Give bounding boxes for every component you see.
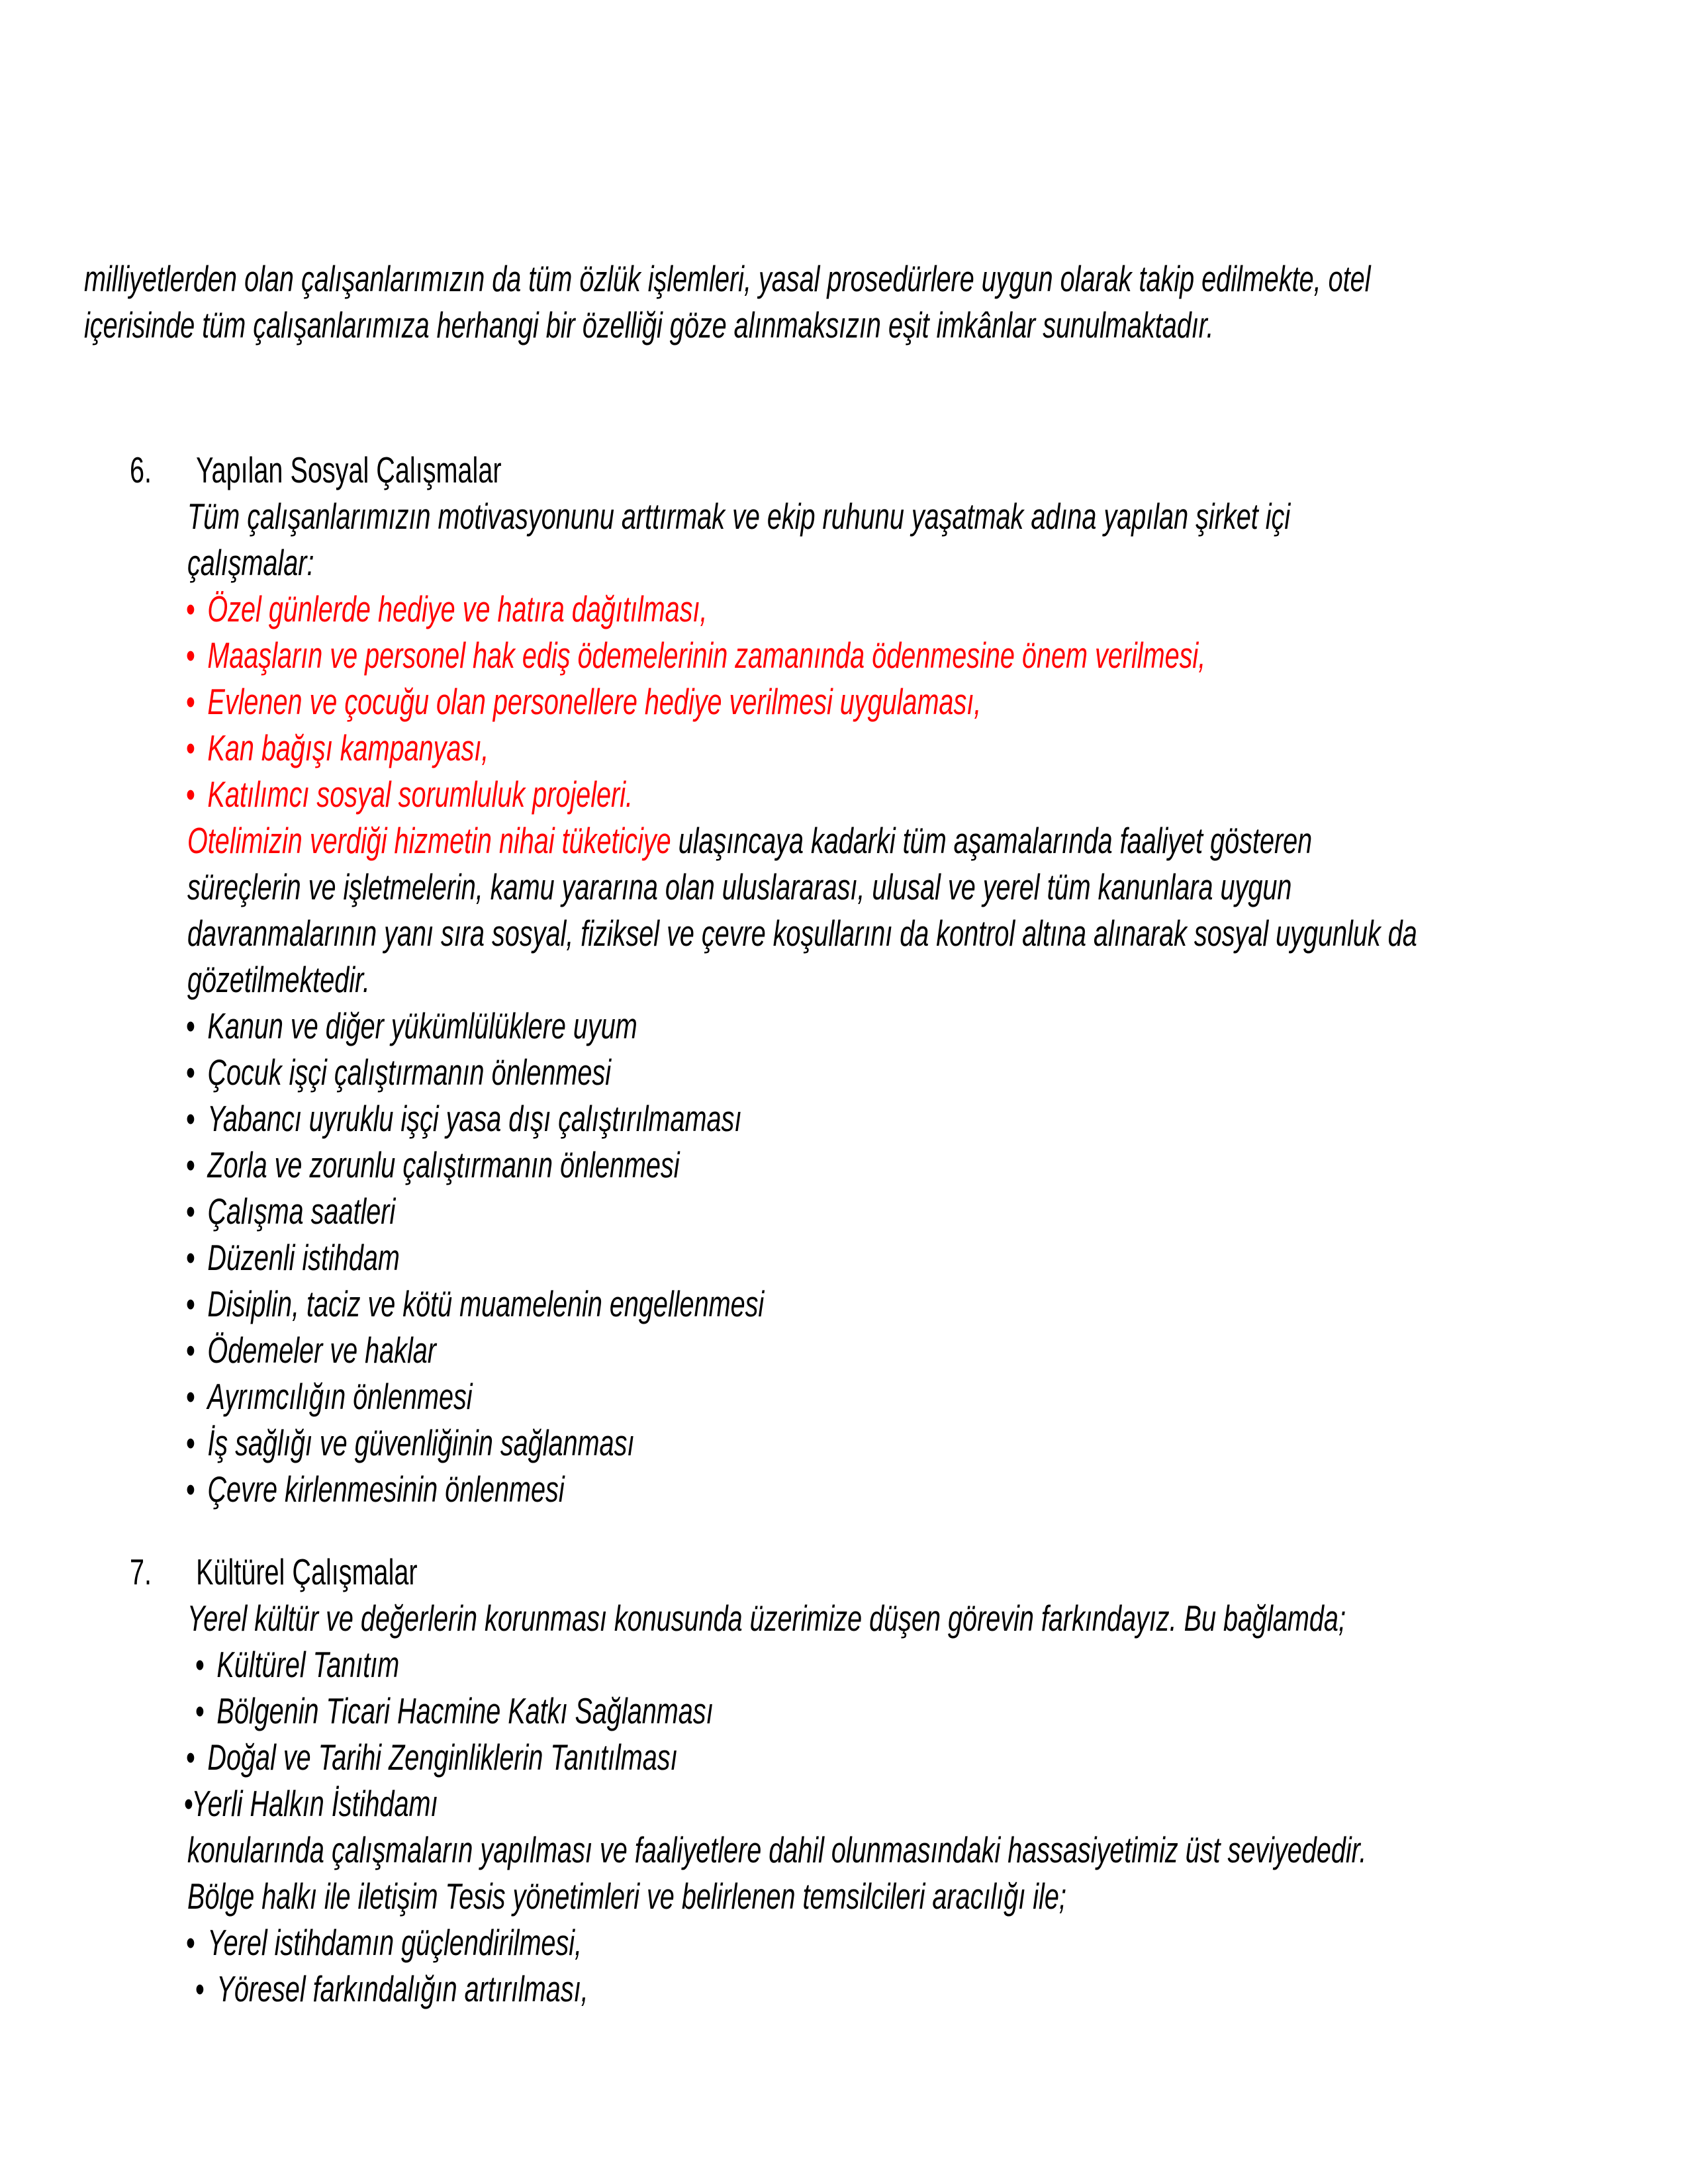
black-bullet-text [186, 1188, 395, 1234]
continuation-text: Bölge halkı ile iletişim Tesis yönetimleri ve belirlenen temsilcileri aracılığı ile; [187, 1876, 1066, 1917]
bullet-icon: • [186, 1422, 195, 1463]
compliance-paragraph-line [0, 910, 1688, 956]
black-bullet-item [0, 1003, 1688, 1049]
bullet-icon: • [195, 1690, 205, 1731]
bullet-label: Düzenli istihdam [207, 1237, 400, 1278]
intro-line-text: içerisinde tüm çalışanlarımıza herhangi bir özelliği göze alınmaksızın eşit imkânlar sunulmaktadır. [84, 304, 1214, 345]
bullet-label: Ödemeler ve haklar [207, 1330, 436, 1371]
local-bullet-text [186, 1919, 582, 1966]
bullet-icon: • [195, 1644, 205, 1685]
section-6-title: Yapılan Sosyal Çalışmalar [196, 449, 502, 490]
red-bullet-item [0, 771, 1688, 817]
red-bullet-text [186, 586, 707, 632]
bullet-icon: • [186, 1098, 195, 1139]
compliance-line-text [187, 817, 1312, 864]
section-7-lead-line [0, 1595, 1688, 1641]
black-bullet-item [0, 1188, 1688, 1234]
bullet-label: Disiplin, taciz ve kötü muamelenin engellenmesi [207, 1283, 765, 1324]
bullet-label: Maaşların ve personel hak ediş ödemelerinin zamanında ödenmesine önem verilmesi, [207, 635, 1206, 676]
bullet-label: Çalışma saatleri [207, 1191, 396, 1232]
lead-text: Tüm çalışanlarımızın motivasyonunu arttırmak ve ekip ruhunu yaşatmak adına yapılan şirket içi [187, 496, 1291, 537]
bullet-icon: • [186, 1330, 195, 1371]
lead-text: Yerel kültür ve değerlerin korunması konusunda üzerimize düşen görevin farkındayız. Bu bağlamda; [187, 1598, 1346, 1639]
compliance-paragraph-line [0, 956, 1688, 1003]
section-6-number: 6. [130, 449, 152, 490]
bullet-label: Evlenen ve çocuğu olan personellere hediye verilmesi uygulaması, [207, 681, 982, 722]
bullet-icon: • [186, 1376, 195, 1417]
culture-bullet-text [184, 1780, 438, 1827]
black-bullet-item [0, 1281, 1688, 1327]
red-bullet-item [0, 586, 1688, 632]
bullet-label: Kanun ve diğer yükümlülüklere uyum [207, 1005, 637, 1046]
local-bullet-item [0, 1966, 1688, 2012]
bullet-label: Ayrımcılığın önlenmesi [207, 1376, 473, 1417]
bullet-icon: • [186, 635, 195, 676]
section-7-heading [0, 1549, 1688, 1595]
bullet-icon: • [186, 774, 195, 815]
bullet-label: Bölgenin Ticari Hacmine Katkı Sağlanması [216, 1690, 714, 1731]
section-6-lead-line [0, 493, 1688, 539]
section-7-heading-text [130, 1549, 418, 1595]
bullet-icon: • [186, 1052, 195, 1093]
section-7-continuation-line [0, 1827, 1688, 1873]
local-bullet-text [195, 1966, 588, 2012]
red-bullet-text [186, 771, 633, 817]
intro-line-text: milliyetlerden olan çalışanlarımızın da tüm özlük işlemleri, yasal prosedürlere uygun olarak takip edilmekte, otel [84, 258, 1371, 299]
red-bullet-text [186, 725, 489, 771]
compliance-line-text: gözetilmektedir. [187, 959, 370, 1000]
culture-bullet-item [0, 1734, 1688, 1780]
section-6-heading [0, 447, 1688, 493]
bullet-label: Doğal ve Tarihi Zenginliklerin Tanıtılması [207, 1737, 678, 1778]
black-bullet-item [0, 1142, 1688, 1188]
culture-bullet-text [195, 1688, 714, 1734]
section-7-continuation-line [0, 1873, 1688, 1919]
black-bullet-text [186, 1049, 611, 1095]
red-bullet-item [0, 678, 1688, 725]
section-6 [0, 447, 1688, 1512]
black-bullet-text [186, 1003, 637, 1049]
culture-bullet-text [186, 1734, 678, 1780]
compliance-red-lead: Otelimizin verdiği hizmetin nihai tüketiciye [187, 820, 671, 861]
intro-paragraph [0, 255, 1688, 348]
intro-line [0, 302, 1688, 348]
compliance-rest: ulaşıncaya kadarki tüm aşamalarında faaliyet gösteren [671, 820, 1313, 861]
bullet-label: Katılımcı sosyal sorumluluk projeleri. [207, 774, 633, 815]
black-bullet-item [0, 1049, 1688, 1095]
continuation-text: konularında çalışmaların yapılması ve faaliyetlere dahil olunmasındaki hassasiyetimiz üst seviyededir. [187, 1829, 1367, 1870]
local-bullet-item [0, 1919, 1688, 1966]
section-6-lead-line [0, 539, 1688, 586]
red-bullet-text [186, 678, 981, 725]
bullet-label: Yöresel farkındalığın artırılması, [216, 1968, 588, 2009]
bullet-label: Yerel istihdamın güçlendirilmesi, [207, 1922, 583, 1963]
culture-bullet-item [0, 1688, 1688, 1734]
compliance-paragraph-line [0, 864, 1688, 910]
compliance-line-text: süreçlerin ve işletmelerin, kamu yararına olan uluslararası, ulusal ve yerel tüm kanunlara uygun [187, 866, 1292, 907]
black-bullet-text [186, 1373, 473, 1420]
black-bullet-text [186, 1234, 400, 1281]
bullet-icon: • [186, 1144, 195, 1185]
black-bullet-item [0, 1420, 1688, 1466]
bullet-label: Yabancı uyruklu işçi yasa dışı çalıştırılmaması [207, 1098, 742, 1139]
bullet-icon: • [184, 1783, 193, 1824]
bullet-label: İş sağlığı ve güvenliğinin sağlanması [207, 1422, 635, 1463]
bullet-icon: • [186, 727, 195, 768]
bullet-label: Yerli Halkın İstihdamı [191, 1783, 438, 1824]
bullet-label: Zorla ve zorunlu çalıştırmanın önlenmesi [207, 1144, 680, 1185]
bullet-icon: • [186, 1191, 195, 1232]
bullet-icon: • [186, 1283, 195, 1324]
section-7-number: 7. [130, 1551, 152, 1592]
black-bullet-text [186, 1142, 680, 1188]
bullet-label: Kültürel Tanıtım [216, 1644, 400, 1685]
bullet-icon: • [186, 1237, 195, 1278]
bullet-label: Kan bağışı kampanyası, [207, 727, 489, 768]
culture-bullet-text [195, 1641, 399, 1688]
bullet-label: Çocuk işçi çalıştırmanın önlenmesi [207, 1052, 612, 1093]
section-7-title: Kültürel Çalışmalar [196, 1551, 418, 1592]
red-bullet-item [0, 632, 1688, 678]
black-bullet-item [0, 1095, 1688, 1142]
compliance-paragraph-line [0, 817, 1688, 864]
black-bullet-item [0, 1373, 1688, 1420]
bullet-icon: • [186, 1005, 195, 1046]
bullet-icon: • [186, 1922, 195, 1963]
bullet-icon: • [186, 681, 195, 722]
section-7 [0, 1549, 1688, 2012]
bullet-label: Özel günlerde hediye ve hatıra dağıtılması, [207, 588, 708, 629]
red-bullet-item [0, 725, 1688, 771]
black-bullet-text [186, 1281, 764, 1327]
bullet-icon: • [186, 1737, 195, 1778]
lead-text: çalışmalar: [187, 542, 314, 583]
culture-bullet-item [0, 1780, 1688, 1827]
black-bullet-text [186, 1466, 565, 1512]
bullet-icon: • [186, 1469, 195, 1510]
bullet-label: Çevre kirlenmesinin önlenmesi [207, 1469, 565, 1510]
red-bullet-text [186, 632, 1205, 678]
black-bullet-item [0, 1466, 1688, 1512]
black-bullet-text [186, 1327, 436, 1373]
culture-bullet-item [0, 1641, 1688, 1688]
bullet-icon: • [195, 1968, 205, 2009]
intro-line [0, 255, 1688, 302]
compliance-line-text: davranmalarının yanı sıra sosyal, fiziksel ve çevre koşullarını da kontrol altına alınarak sosyal uygunluk da [187, 913, 1417, 954]
section-6-heading-text [130, 447, 502, 493]
bullet-icon: • [186, 588, 195, 629]
black-bullet-text [186, 1095, 741, 1142]
black-bullet-item [0, 1234, 1688, 1281]
black-bullet-item [0, 1327, 1688, 1373]
black-bullet-text [186, 1420, 634, 1466]
